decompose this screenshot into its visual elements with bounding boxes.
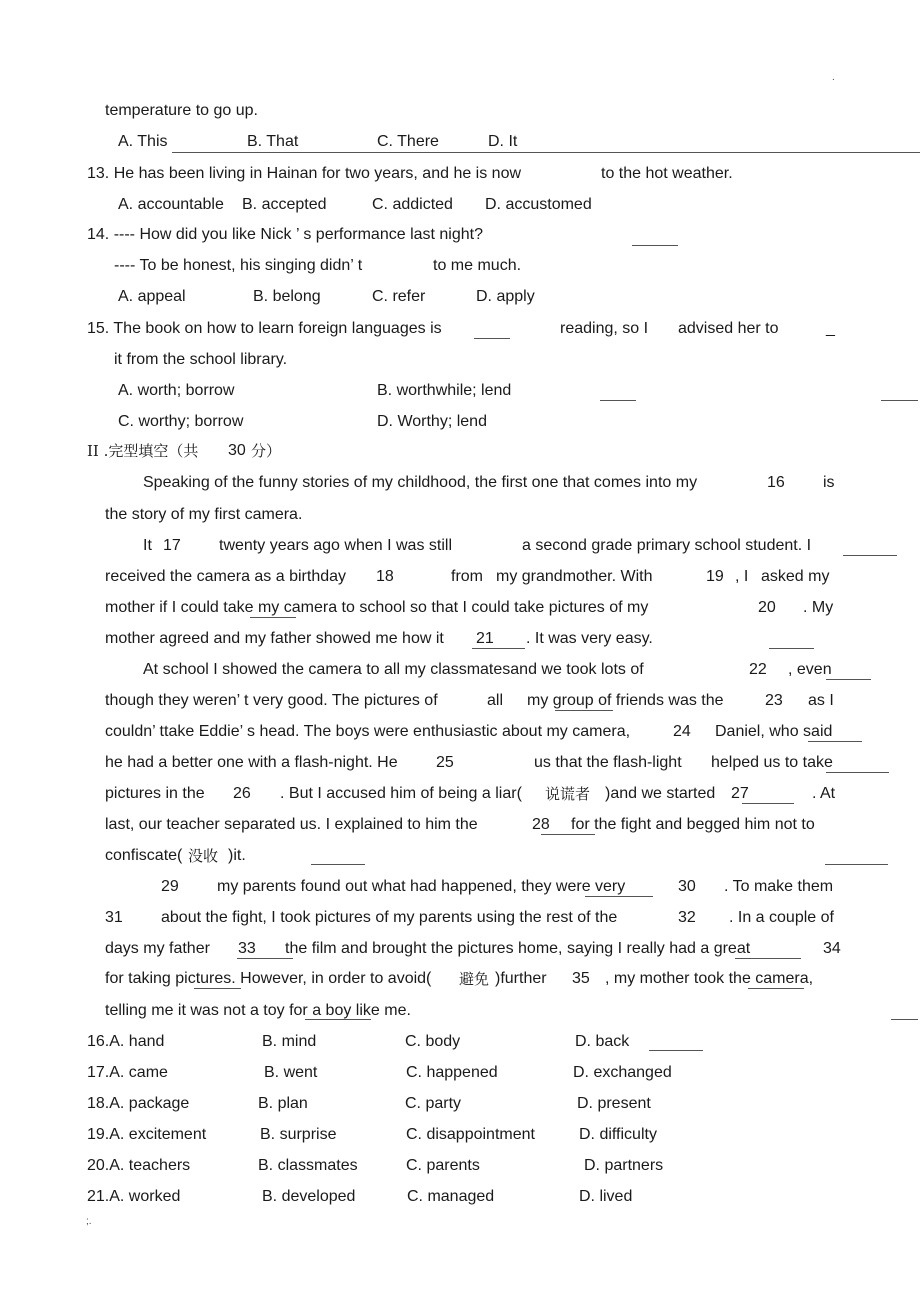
passage-line: days my father xyxy=(105,940,210,957)
blank-number: 31 xyxy=(105,909,123,926)
passage-line: from xyxy=(451,568,483,585)
q15-stem-advised: advised her to xyxy=(678,320,779,337)
q13-option-a: A. accountable xyxy=(118,196,224,213)
passage-line: though they weren’ t very good. The pictures of xyxy=(105,692,438,709)
q14-option-a: A. appeal xyxy=(118,288,186,305)
passage-line: )further xyxy=(495,970,547,987)
passage-line: Daniel, who said xyxy=(715,723,833,740)
passage-line: as I xyxy=(808,692,834,709)
q13-option-d: D. accustomed xyxy=(485,196,592,213)
passage-chinese-gloss: 没收 xyxy=(188,847,219,865)
passage-line: , I xyxy=(735,568,749,585)
blank-number: 34 xyxy=(823,940,841,957)
choice-19-d: D. difficulty xyxy=(579,1126,657,1143)
answer-blank xyxy=(881,400,918,401)
passage-line: for taking pictures. However, in order to avoid( xyxy=(105,970,432,987)
q15-stem: 15. The book on how to learn foreign languages is xyxy=(87,320,442,337)
passage-line: helped us to take xyxy=(711,754,833,771)
passage-line: the film and brought the pictures home, saying I really had a great xyxy=(285,940,751,957)
q14-line2-end: to me much. xyxy=(433,257,522,274)
blank-number: 32 xyxy=(678,909,696,926)
passage-line: is xyxy=(823,474,835,491)
answer-blank xyxy=(585,896,653,897)
q15-line2: it from the school library. xyxy=(114,351,288,368)
page-dot: . xyxy=(832,72,835,83)
choice-20-a: 20.A. teachers xyxy=(87,1157,191,1174)
blank-number: 25 xyxy=(436,754,454,771)
passage-line: telling me it was not a toy for a boy like me. xyxy=(105,1002,411,1019)
blank-number: 24 xyxy=(673,723,691,740)
choice-16-d: D. back xyxy=(575,1033,630,1050)
passage-line: a second grade primary school student. I xyxy=(522,537,812,554)
answer-blank xyxy=(250,617,296,618)
passage-line: my parents found out what had happened, they were very xyxy=(217,878,626,895)
blank-number: 27 xyxy=(731,785,749,802)
blank-number: 29 xyxy=(161,878,179,895)
q14-option-b: B. belong xyxy=(253,288,321,305)
choice-19-c: C. disappointment xyxy=(406,1126,535,1143)
passage-line: . At xyxy=(812,785,836,802)
blank-number: 20 xyxy=(758,599,776,616)
blank-number: 26 xyxy=(233,785,251,802)
passage-line: It xyxy=(143,537,152,554)
q15-option-a: A. worth; borrow xyxy=(118,382,235,399)
blank-number: 19 xyxy=(706,568,724,585)
answer-blank xyxy=(748,988,804,989)
choice-19-a: 19.A. excitement xyxy=(87,1126,207,1143)
q15-stem-mid: reading, so I xyxy=(560,320,649,337)
q13-option-c: C. addicted xyxy=(372,196,453,213)
q15-option-b: B. worthwhile; lend xyxy=(377,382,512,399)
passage-line: pictures in the xyxy=(105,785,205,802)
q13-stem-end: to the hot weather. xyxy=(601,165,733,182)
choice-16-c: C. body xyxy=(405,1033,461,1050)
choice-16-a: 16.A. hand xyxy=(87,1033,165,1050)
choice-17-c: C. happened xyxy=(406,1064,498,1081)
passage-line: he had a better one with a flash-night. He xyxy=(105,754,398,771)
q14-line2: ---- To be honest, his singing didn’ t xyxy=(114,257,363,274)
choice-18-c: C. party xyxy=(405,1095,462,1112)
answer-blank xyxy=(742,803,794,804)
section-score: 30 xyxy=(228,442,246,459)
choice-20-d: D. partners xyxy=(584,1157,664,1174)
choice-17-b: B. went xyxy=(264,1064,318,1081)
passage-line: )it. xyxy=(228,847,246,864)
choice-18-b: B. plan xyxy=(258,1095,308,1112)
passage-line: asked my xyxy=(761,568,830,585)
passage-line: couldn’ ttake Eddie’ s head. The boys were enthusiastic about my camera, xyxy=(105,723,631,740)
passage-line: )and we started xyxy=(605,785,716,802)
passage-line: us that the flash-light xyxy=(534,754,682,771)
choice-20-b: B. classmates xyxy=(258,1157,358,1174)
answer-blank xyxy=(472,648,525,649)
passage-line: for the fight and begged him not to xyxy=(571,816,815,833)
q12-option-a: A. This xyxy=(118,133,168,150)
passage-line: confiscate( xyxy=(105,847,183,864)
answer-blank xyxy=(891,1019,918,1020)
answer-blank xyxy=(311,864,365,865)
section-title: II .完型填空（共 xyxy=(87,442,199,460)
blank-number: 33 xyxy=(238,940,256,957)
choice-19-b: B. surprise xyxy=(260,1126,337,1143)
choice-21-c: C. managed xyxy=(407,1188,495,1205)
answer-blank xyxy=(305,1019,371,1020)
choice-21-b: B. developed xyxy=(262,1188,356,1205)
passage-line: . In a couple of xyxy=(729,909,834,926)
choice-18-d: D. present xyxy=(577,1095,651,1112)
choice-17-a: 17.A. came xyxy=(87,1064,168,1081)
blank-number: 22 xyxy=(749,661,767,678)
choice-17-d: D. exchanged xyxy=(573,1064,672,1081)
choice-21-d: D. lived xyxy=(579,1188,633,1205)
q13-option-b: B. accepted xyxy=(242,196,327,213)
blank-number: 18 xyxy=(376,568,394,585)
q12-option-c: C. There xyxy=(377,133,439,150)
choice-21-a: 21.A. worked xyxy=(87,1188,181,1205)
passage-line: Speaking of the funny stories of my childhood, the first one that comes into my xyxy=(143,474,698,491)
answer-blank xyxy=(826,772,889,773)
passage-line: At school I showed the camera to all my classmatesand we took lots of xyxy=(143,661,644,678)
q12-option-b: B. That xyxy=(247,133,299,150)
rule-line xyxy=(172,152,920,153)
answer-blank xyxy=(474,338,510,339)
passage-line: all xyxy=(487,692,504,709)
blank-number: 23 xyxy=(765,692,783,709)
answer-blank xyxy=(769,648,814,649)
passage-line: . But I accused him of being a liar( xyxy=(280,785,522,802)
passage-line: mother if I could take my camera to school so that I could take pictures of my xyxy=(105,599,649,616)
q15-stem-blank: _ xyxy=(826,320,835,337)
blank-number: 28 xyxy=(532,816,550,833)
q15-option-d: D. Worthy; lend xyxy=(377,413,487,430)
blank-number: 16 xyxy=(767,474,785,491)
passage-line: received the camera as a birthday xyxy=(105,568,347,585)
answer-blank xyxy=(735,958,801,959)
passage-line: my group of friends was the xyxy=(527,692,724,709)
answer-blank xyxy=(555,710,613,711)
answer-blank xyxy=(826,679,871,680)
blank-number: 30 xyxy=(678,878,696,895)
q14-option-c: C. refer xyxy=(372,288,426,305)
passage-line: mother agreed and my father showed me how it xyxy=(105,630,444,647)
blank-number: 35 xyxy=(572,970,590,987)
answer-blank xyxy=(632,245,678,246)
passage-chinese-gloss: 避免 xyxy=(459,970,490,988)
q12-continuation: temperature to go up. xyxy=(105,102,258,119)
answer-blank xyxy=(843,555,897,556)
q13-stem: 13. He has been living in Hainan for two years, and he is now xyxy=(87,165,522,182)
q14-line1: 14. ---- How did you like Nick ’ s performance last night? xyxy=(87,226,483,243)
answer-blank xyxy=(825,864,888,865)
passage-line: , my mother took the camera, xyxy=(605,970,814,987)
choice-20-c: C. parents xyxy=(406,1157,480,1174)
passage-line: , even xyxy=(788,661,832,678)
passage-line: about the fight, I took pictures of my parents using the rest of the xyxy=(161,909,618,926)
passage-line: . It was very easy. xyxy=(526,630,653,647)
answer-blank xyxy=(194,988,241,989)
blank-number: 21 xyxy=(476,630,494,647)
choice-18-a: 18.A. package xyxy=(87,1095,190,1112)
answer-blank xyxy=(649,1050,703,1051)
passage-line: . To make them xyxy=(724,878,834,895)
passage-line: my grandmother. With xyxy=(496,568,653,585)
choice-16-b: B. mind xyxy=(262,1033,317,1050)
passage-chinese-gloss: 说谎者 xyxy=(545,785,591,803)
answer-blank xyxy=(808,741,862,742)
footer-mark: ;. xyxy=(86,1216,92,1227)
q14-option-d: D. apply xyxy=(476,288,535,305)
passage-line: . My xyxy=(803,599,834,616)
q12-option-d: D. It xyxy=(488,133,518,150)
answer-blank xyxy=(600,400,636,401)
section-unit: 分） xyxy=(251,442,282,460)
passage-line: last, our teacher separated us. I explained to him the xyxy=(105,816,478,833)
passage-line: the story of my first camera. xyxy=(105,506,303,523)
blank-number: 17 xyxy=(163,537,181,554)
passage-line: twenty years ago when I was still xyxy=(219,537,452,554)
q15-option-c: C. worthy; borrow xyxy=(118,413,244,430)
